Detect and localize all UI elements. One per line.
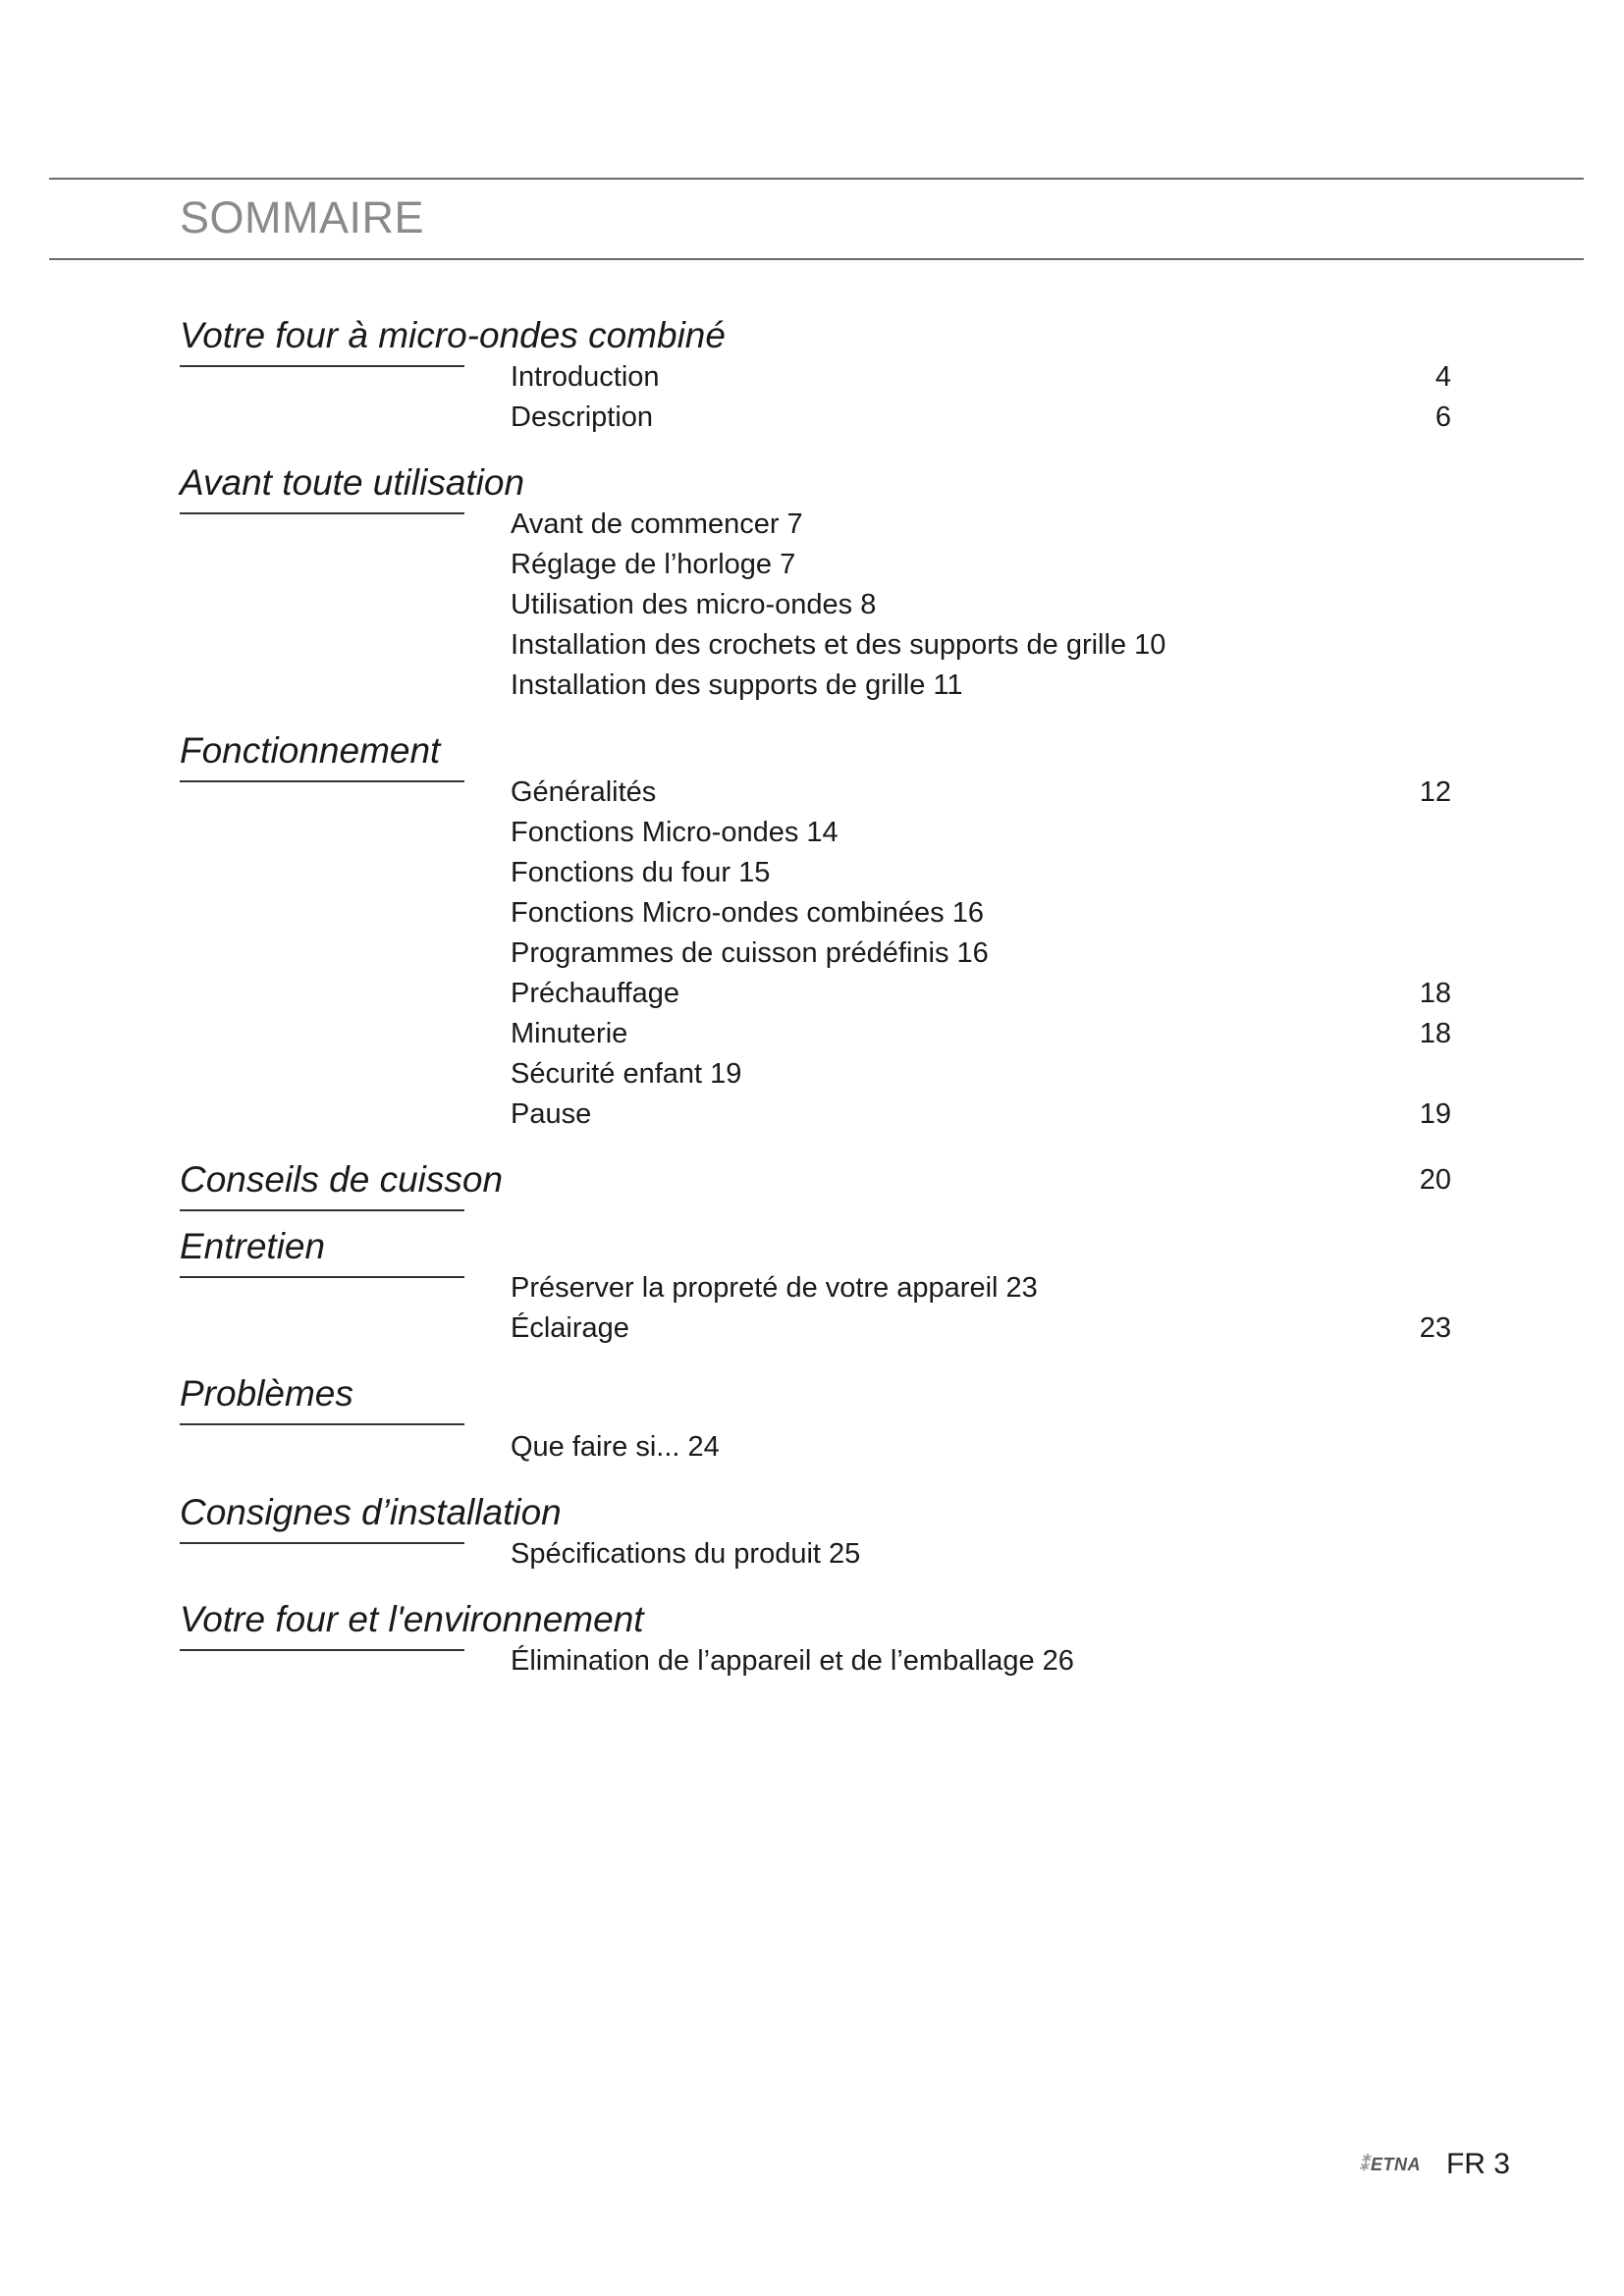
toc-section [0,1491,1624,1575]
toc-entry[interactable] [511,357,1451,398]
toc-entry[interactable] [511,853,1451,893]
section-entries [511,1427,1451,1468]
toc-section [0,729,1624,1135]
section-underline [180,1423,464,1425]
section-page: 20 [1419,1164,1451,1196]
section-entries [511,1534,1451,1575]
toc-entry[interactable] [511,398,1451,438]
section-entries [511,505,1451,706]
page-title: SOMMAIRE [180,192,425,242]
toc-section [0,1372,1624,1468]
entry-page: 18 [1419,1018,1451,1049]
page-number: FR 3 [1445,2148,1510,2180]
toc-entry[interactable] [511,1014,1451,1054]
entry-page: 18 [1419,978,1451,1009]
section-title: Fonctionnement [180,730,441,771]
toc-entry[interactable] [511,813,1451,853]
entry-label: Préchauffage [511,978,679,1009]
toc-entry[interactable] [511,625,1451,666]
section-title: Conseils de cuisson [180,1159,504,1200]
section-underline [180,1276,464,1278]
section-underline [180,512,464,514]
entry-label: Programmes de cuisson prédéfinis 16 [511,937,989,969]
section-title: Consignes d’installation [180,1492,562,1532]
toc-entry[interactable] [511,773,1451,813]
toc-entry[interactable] [511,893,1451,934]
brand-logo [1359,2155,1421,2175]
table-of-contents [0,314,1624,1705]
entry-label: Installation des crochets et des supports de grille 10 [511,629,1166,661]
entry-label: Fonctions du four 15 [511,857,771,888]
entry-label: Introduction [511,361,660,393]
toc-section [0,314,1624,438]
section-title: Votre four et l'environnement [180,1599,644,1639]
section-underline [180,780,464,782]
toc-entry[interactable] [511,1534,1451,1575]
section-underline [180,1209,464,1211]
entry-label: Généralités [511,776,657,808]
logo-mark-icon: ⁑ [1359,2154,1369,2174]
entry-label: Installation des supports de grille 11 [511,669,963,701]
header-top-rule [49,178,1584,180]
entry-label: Avant de commencer 7 [511,508,803,540]
header-bottom-rule [49,258,1584,260]
toc-entry[interactable] [511,1054,1451,1095]
entry-label: Éclairage [511,1312,629,1344]
section-title: Entretien [180,1226,326,1266]
toc-section [0,1225,1624,1349]
toc-entry[interactable] [511,1427,1451,1468]
section-underline [180,1649,464,1651]
entry-page: 19 [1419,1098,1451,1130]
brand-name: ETNA [1370,2154,1421,2174]
toc-entry[interactable] [511,666,1451,706]
section-entries [511,357,1451,438]
toc-section [0,461,1624,706]
section-entries [511,1268,1451,1349]
entry-label: Pause [511,1098,592,1130]
toc-section [0,1598,1624,1682]
section-entries [511,773,1451,1135]
entry-label: Préserver la propreté de votre appareil 23 [511,1272,1038,1304]
page-footer [1359,2148,1510,2181]
section-underline [180,1542,464,1544]
entry-page: 23 [1419,1312,1451,1344]
entry-label: Que faire si... 24 [511,1431,720,1463]
toc-entry[interactable] [511,585,1451,625]
section-title: Problèmes [180,1373,353,1414]
entry-label: Fonctions Micro-ondes combinées 16 [511,897,984,929]
section-title: Votre four à micro-ondes combiné [180,315,726,355]
toc-entry[interactable] [511,1308,1451,1349]
entry-label: Fonctions Micro-ondes 14 [511,817,839,848]
toc-entry[interactable] [511,1641,1451,1682]
toc-entry[interactable] [511,974,1451,1014]
toc-entry[interactable] [511,934,1451,974]
toc-entry[interactable] [511,1095,1451,1135]
entry-label: Sécurité enfant 19 [511,1058,742,1090]
entry-label: Élimination de l’appareil et de l’emballage 26 [511,1645,1074,1677]
toc-entry[interactable] [511,505,1451,545]
entry-page: 6 [1435,401,1451,433]
toc-entry[interactable] [511,1268,1451,1308]
entry-page: 12 [1419,776,1451,808]
entry-page: 4 [1435,361,1451,393]
section-title: Avant toute utilisation [180,462,525,503]
entry-label: Réglage de l’horloge 7 [511,549,796,580]
toc-entry[interactable] [511,545,1451,585]
toc-section[interactable] [0,1158,1624,1201]
entry-label: Utilisation des micro-ondes 8 [511,589,877,620]
entry-label: Minuterie [511,1018,628,1049]
entry-label: Description [511,401,654,433]
section-title-row [180,1158,1451,1201]
section-entries [511,1641,1451,1682]
section-underline [180,365,464,367]
entry-label: Spécifications du produit 25 [511,1538,861,1570]
